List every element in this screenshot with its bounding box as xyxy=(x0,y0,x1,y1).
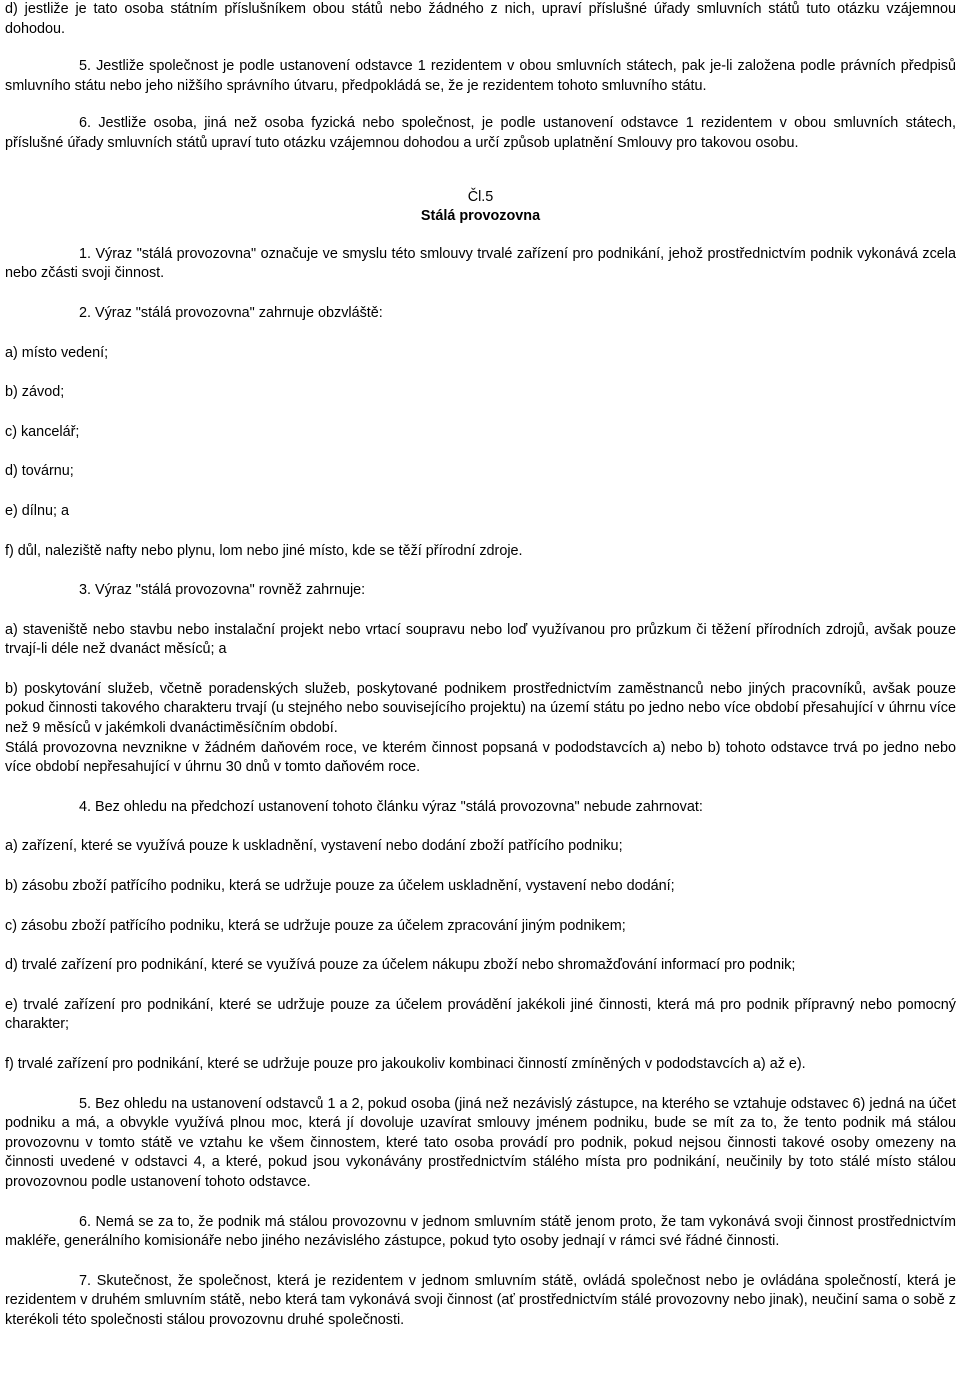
article-title: Stálá provozovna xyxy=(420,208,541,225)
art5-paragraph-1: 1. Výraz "stálá provozovna" označuje ve smyslu této smlouvy trvalé zařízení pro podnikání, jehož prostřednictvím podnik vykonává zcela nebo zčásti svoji činnost. xyxy=(5,245,956,282)
art5-p4-item-b: b) zásobu zboží patřícího podniku, která se udržuje pouze za účelem uskladnění, vystavení nebo dodání; xyxy=(5,878,675,895)
art5-p4-item-d: d) trvalé zařízení pro podnikání, které se využívá pouze za účelem nákupu zboží nebo shromažďování informací pro podnik; xyxy=(5,957,796,974)
art5-p2-item-f: f) důl, naleziště nafty nebo plynu, lom nebo jiné místo, kde se těží přírodní zdroje. xyxy=(5,542,523,559)
paragraph-5-company-residence: 5. Jestliže společnost je podle ustanovení odstavce 1 rezidentem v obou smluvních státech, pak je-li založena podle právních předpisů smluvního státu nebo jeho nižšího správního útvaru, předpokládá se, že je rezidentem tohoto smluvního státu. xyxy=(5,58,956,94)
art5-p4-item-c: c) zásobu zboží patřícího podniku, která se udržuje pouze za účelem zpracování jiným podnikem; xyxy=(5,917,626,934)
paragraph-6-other-person-residence: 6. Jestliže osoba, jiná než osoba fyzická nebo společnost, je podle ustanovení odstavce 1 rezidentem v obou smluvních státech, příslušné úřady smluvních států upraví tuto otázku vzájemnou dohodou a určí způsob uplatnění Smlouvy pro takovou osobu. xyxy=(5,115,956,151)
art5-p4-item-a: a) zařízení, které se využívá pouze k uskladnění, vystavení nebo dodání zboží patřícího podniku; xyxy=(5,838,623,855)
art5-p3-item-b: b) poskytování služeb, včetně poradenských služeb, poskytované podnikem prostřednictvím zaměstnanců nebo jiných pracovníků, avšak pouze pokud činnosti takového charakteru trvají (u stejného nebo souvisejícího projektu) na území státu po jedno nebo více období přesahující v úhrnu více než 9 měsíců v jakémkoli dvanáctiměsíčním období. xyxy=(5,680,956,737)
art5-p2-item-d: d) továrnu; xyxy=(5,463,74,480)
art5-paragraph-2: 2. Výraz "stálá provozovna" zahrnuje obzvláště: xyxy=(79,304,383,321)
art5-p4-item-e: e) trvalé zařízení pro podnikání, které se udržuje pouze za účelem provádění jakékoli jiné činnosti, která má pro podnik přípravný nebo pomocný charakter; xyxy=(5,996,956,1033)
document-page xyxy=(5,0,956,1331)
art5-p3-item-a: a) staveniště nebo stavbu nebo instalační projekt nebo vrtací soupravu nebo loď využívanou pro průzkum či těžení přírodních zdrojů, avšak pouze trvají-li déle než dvanáct měsíců; a xyxy=(5,621,956,658)
art5-p4-item-f: f) trvalé zařízení pro podnikání, které se udržuje pouze pro jakoukoliv kombinaci činností zmíněných v pododstavcích a) až e). xyxy=(5,1056,806,1072)
art5-paragraph-4: 4. Bez ohledu na předchozí ustanovení tohoto článku výraz "stálá provozovna" nebude zahrnovat: xyxy=(79,798,703,815)
art5-paragraph-5: 5. Bez ohledu na ustanovení odstavců 1 a 2, pokud osoba (jiná než nezávislý zástupce, na kterého se vztahuje odstavec 6) jedná na účet podniku a má, a obvykle využívá plnou moc, která jí dovoluje uzavírat smlouvy jménem podniku, bude se mít za to, že tento podnik má stálou provozovnu v tomto státě ve vztahu ke všem činnostem, které tato osoba provádí pro podnik, pokud nejsou činnosti takové osoby omezeny na činnosti uvedené v odstavci 4, a které, pokud jsou vykonávány prostřednictvím stálého místa pro podnikání, neučinily by toto stálé místo stálou provozovnou podle ustanovení tohoto odstavce. xyxy=(5,1095,956,1190)
art5-paragraph-7: 7. Skutečnost, že společnost, která je rezidentem v jednom smluvním státě, ovládá společnost nebo je ovládána společností, která je rezidentem v druhém smluvním státě, nebo která tam vykonává svoji činnost (ať prostřednictvím stálé provozovny nebo jinak), neučiní sama o sobě z kterékoli této společnosti stálou provozovnu druhé společnosti. xyxy=(5,1272,956,1328)
art5-p2-item-b: b) závod; xyxy=(5,384,65,401)
art5-p2-item-c: c) kancelář; xyxy=(5,423,80,440)
art5-paragraph-6: 6. Nemá se za to, že podnik má stálou provozovnu v jednom smluvním státě jenom proto, že tam vykonává svoji činnost prostřednictvím makléře, generálního komisionáře nebo jiného nezávislého zástupce, pokud tyto osoby jednají v rámci své řádné činnosti. xyxy=(5,1213,956,1250)
art5-p2-item-a: a) místo vedení; xyxy=(5,344,109,361)
art5-p2-item-e: e) dílnu; a xyxy=(5,502,69,519)
paragraph-d-previous-article: d) jestliže je tato osoba státním příslušníkem obou států nebo žádného z nich, upraví příslušné úřady smluvních států tuto otázku vzájemnou dohodou. xyxy=(5,1,956,37)
art5-p3-note: Stálá provozovna nevznikne v žádném daňovém roce, ve kterém činnost popsaná v pododstavcích a) nebo b) tohoto odstavce trvá po jedno nebo více období nepřesahující v úhrnu 30 dnů v tomto daňovém roce. xyxy=(5,739,956,776)
art5-paragraph-3: 3. Výraz "stálá provozovna" rovněž zahrnuje: xyxy=(79,582,366,599)
article-number: Čl.5 xyxy=(467,188,494,205)
